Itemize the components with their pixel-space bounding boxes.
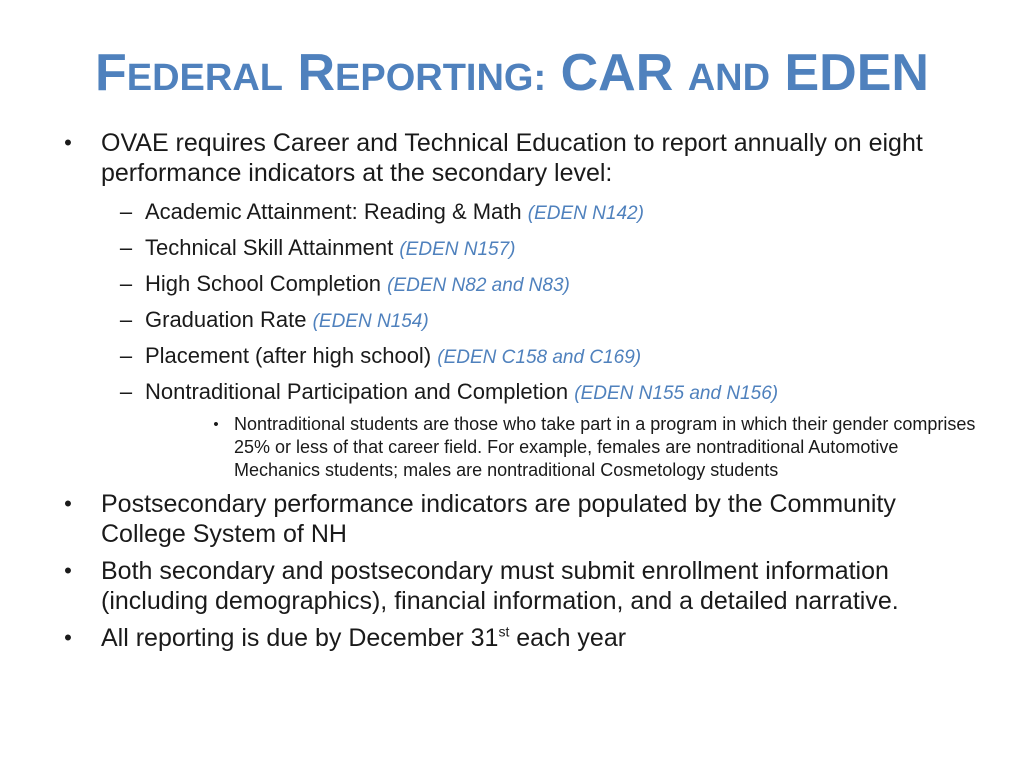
bullet-text: Both secondary and postsecondary must submit enrollment information (including demographics), financial information, and a detailed narrative.: [101, 557, 899, 615]
eden-reference: (EDEN N155 and N156): [574, 383, 779, 404]
bullet-list: [58, 128, 978, 660]
title-part5: EDEN: [784, 44, 929, 102]
indicator-item: [58, 195, 978, 231]
deadline-text: All reporting is due by December 31: [101, 624, 499, 652]
eden-reference: (EDEN C158 and C169): [437, 347, 642, 368]
eden-reference: (EDEN N154): [312, 311, 429, 332]
dash-marker: –: [119, 343, 133, 368]
title-part3: CAR: [560, 44, 674, 102]
title-part1-rest: EDERAL: [126, 57, 283, 99]
indicator-text: High School Completion: [145, 271, 382, 296]
nontraditional-note: [102, 413, 978, 482]
title-part2-initial: R: [297, 44, 336, 102]
slide-title: [0, 38, 1024, 113]
bullet-text: OVAE requires Career and Technical Education to report annually on eight performance indicators at the secondary level:: [101, 129, 923, 187]
dash-marker: –: [119, 235, 133, 260]
bullet-item-postsecondary: [58, 489, 978, 549]
dash-marker: –: [119, 379, 133, 404]
bullet-marker: •: [64, 130, 72, 155]
dash-marker: –: [119, 271, 133, 296]
bullet-marker: •: [64, 625, 72, 650]
bullet-marker: •: [64, 491, 72, 516]
deadline-text-end: each year: [509, 624, 627, 652]
indicator-item: [58, 375, 978, 482]
indicator-text: Nontraditional Participation and Completion: [145, 379, 569, 404]
dash-marker: –: [119, 307, 133, 332]
title-part4: AND: [687, 57, 771, 99]
bullet-marker: •: [64, 558, 72, 583]
indicator-text: Technical Skill Attainment: [145, 235, 394, 260]
eden-reference: (EDEN N142): [527, 203, 644, 224]
indicator-item: [58, 267, 978, 303]
eden-reference: (EDEN N82 and N83): [387, 275, 570, 296]
indicator-list: [101, 195, 978, 482]
note-text: Nontraditional students are those who take part in a program in which their gender comprises 25% or less of that career field. For example, females are nontraditional Automotive Mechanics students; males are nontraditional Cosmetology students: [234, 414, 976, 480]
bullet-text: Postsecondary performance indicators are populated by the Community College System of NH: [101, 490, 896, 548]
bullet-item-ovae: [58, 128, 978, 482]
title-part2-rest: EPORTING:: [335, 57, 547, 99]
bullet-item-deadline: [58, 623, 978, 653]
indicator-text: Placement (after high school): [145, 343, 432, 368]
indicator-item: [58, 303, 978, 339]
eden-reference: (EDEN N157): [399, 239, 516, 260]
dash-marker: –: [119, 199, 133, 224]
indicator-text: Academic Attainment: Reading & Math: [145, 199, 522, 224]
sub-bullet-marker: •: [213, 416, 219, 433]
bullet-item-submission: [58, 556, 978, 616]
indicator-item: [58, 339, 978, 375]
indicator-text: Graduation Rate: [145, 307, 307, 332]
ordinal-suffix: st: [498, 623, 510, 640]
indicator-item: [58, 231, 978, 267]
title-part1-initial: F: [95, 44, 127, 102]
